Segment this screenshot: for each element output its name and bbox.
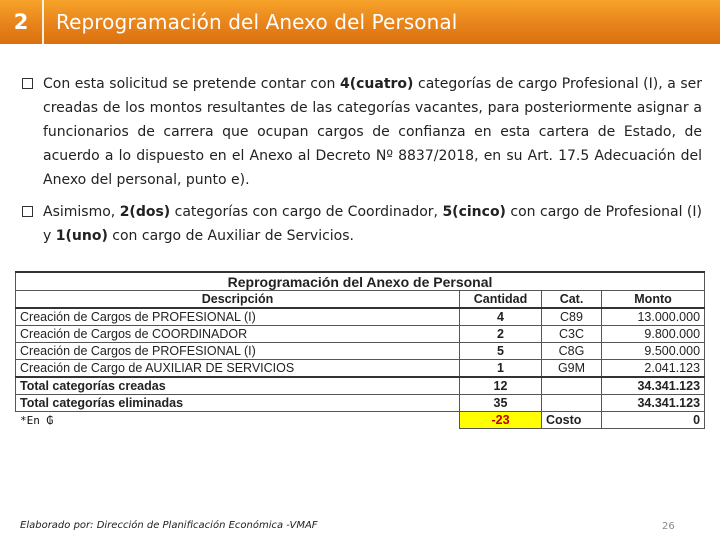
header-cat: Cat.: [542, 291, 602, 309]
table-title: Reprogramación del Anexo de Personal: [16, 272, 705, 291]
cell-descripcion: Creación de Cargo de AUXILIAR DE SERVICIOS: [16, 360, 460, 378]
cell-monto: 9.800.000: [602, 326, 705, 343]
cell-descripcion: Creación de Cargos de COORDINADOR: [16, 326, 460, 343]
cell-cat: C8G: [542, 343, 602, 360]
costo-spacer: [16, 412, 460, 429]
cell-cat: C89: [542, 308, 602, 326]
costo-valor: 0: [602, 412, 705, 429]
checkbox-bullet-icon: [22, 206, 33, 217]
header-monto: Monto: [602, 291, 705, 309]
cell-cantidad: 5: [460, 343, 542, 360]
cell-descripcion: Creación de Cargos de PROFESIONAL (I): [16, 343, 460, 360]
costo-label: Costo: [542, 412, 602, 429]
bullet-paragraph-1: [22, 72, 702, 192]
cell-monto: 13.000.000: [602, 308, 705, 326]
currency-note: *En ₲: [20, 414, 54, 427]
reprogramacion-table: [15, 271, 705, 429]
total-eliminadas-row: [16, 395, 705, 412]
header-descripcion: Descripción: [16, 291, 460, 309]
bullet-2-text: Asimismo, 2(dos) categorías con cargo de Coordinador, 5(cinco) con cargo de Profesional (I) y 1(uno) con cargo de Auxiliar de Servicios.: [43, 204, 702, 244]
costo-diferencia: -23: [460, 412, 542, 429]
slide-title: Reprogramación del Anexo del Personal: [56, 10, 458, 34]
cell-cantidad: 1: [460, 360, 542, 378]
table-row: [16, 326, 705, 343]
table-row: [16, 308, 705, 326]
total-creadas-cat-empty: [542, 377, 602, 395]
cell-monto: 9.500.000: [602, 343, 705, 360]
cell-descripcion: Creación de Cargos de PROFESIONAL (I): [16, 308, 460, 326]
total-creadas-row: [16, 377, 705, 395]
bullet-paragraph-2: [22, 200, 702, 248]
footer-credit: Elaborado por: Dirección de Planificación Económica -VMAF: [20, 520, 318, 531]
costo-row: [16, 412, 705, 429]
bullet-1-text: Con esta solicitud se pretende contar con 4(cuatro) categorías de cargo Profesional (I), a ser creadas de los montos resultantes de las categorías vacantes, para posteriormente asignar a funcionarios de carrera que ocupan cargos de confianza en esta cartera de Estado, de acuerdo a lo dispuesto en el Anexo al Decreto Nº 8837/2018, en su Art. 17.5 Adecuación del Anexo del personal, punto e).: [43, 76, 702, 188]
total-creadas-label: Total categorías creadas: [16, 377, 460, 395]
total-eliminadas-monto: 34.341.123: [602, 395, 705, 412]
cell-monto: 2.041.123: [602, 360, 705, 378]
section-number: 2: [0, 0, 44, 44]
total-creadas-cantidad: 12: [460, 377, 542, 395]
cell-cantidad: 4: [460, 308, 542, 326]
total-eliminadas-label: Total categorías eliminadas: [16, 395, 460, 412]
checkbox-bullet-icon: [22, 78, 33, 89]
table-row: [16, 343, 705, 360]
cell-cat: C3C: [542, 326, 602, 343]
page-number: 26: [662, 521, 675, 532]
cell-cantidad: 2: [460, 326, 542, 343]
header-cantidad: Cantidad: [460, 291, 542, 309]
header-bar: [0, 0, 720, 44]
total-creadas-monto: 34.341.123: [602, 377, 705, 395]
total-eliminadas-cantidad: 35: [460, 395, 542, 412]
total-eliminadas-cat-empty: [542, 395, 602, 412]
table-row: [16, 360, 705, 378]
cell-cat: G9M: [542, 360, 602, 378]
